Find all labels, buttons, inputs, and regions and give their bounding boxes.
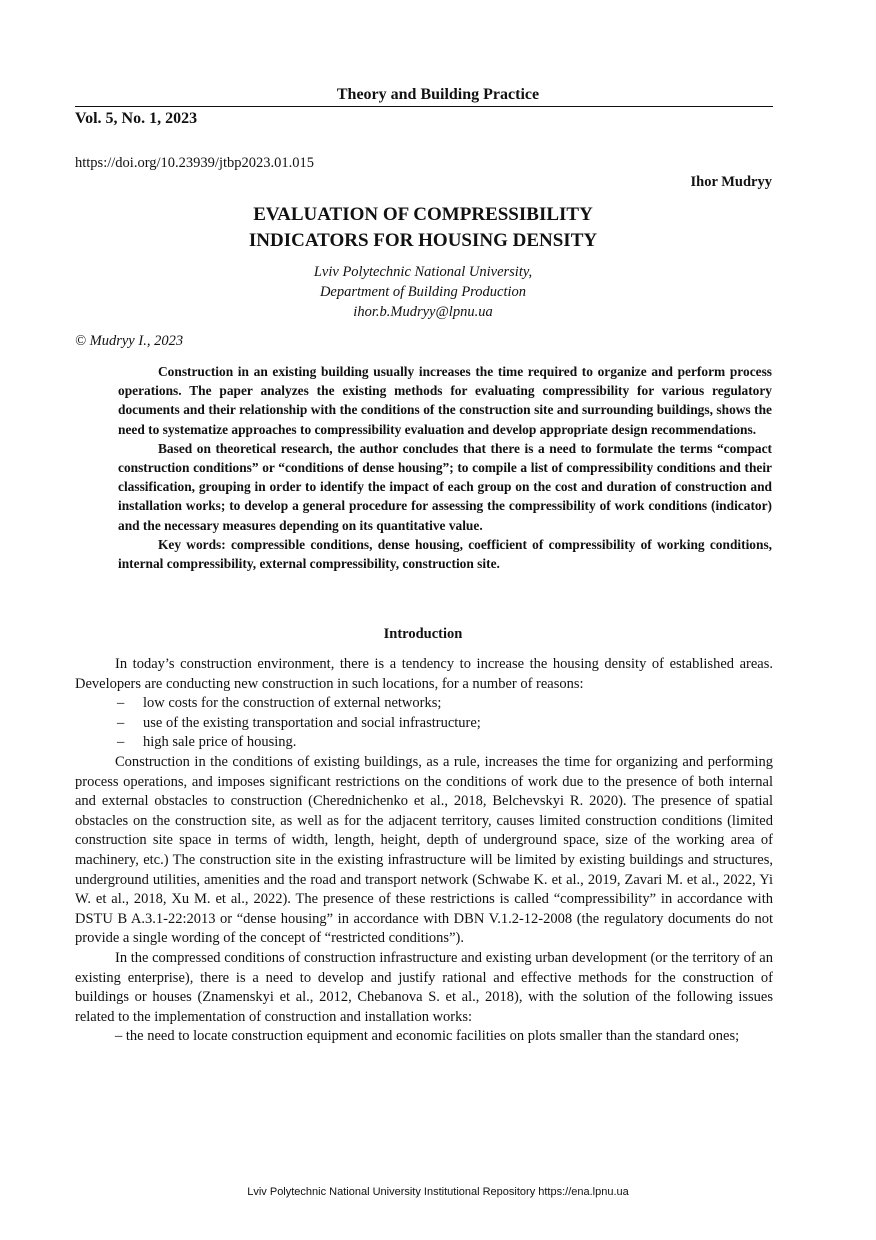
body-paragraph: In today’s construction environment, there is a tendency to increase the housing density of established areas. Developers are conducting new construction in such locations, for a number of reasons:	[75, 656, 773, 692]
copyright: © Mudryy I., 2023	[75, 333, 184, 349]
journal-name: Theory and Building Practice	[336, 86, 540, 103]
body-paragraph: – the need to locate construction equipment and economic facilities on plots smaller than the standard ones;	[115, 1028, 740, 1045]
doi-link[interactable]: https://doi.org/10.23939/jtbp2023.01.015	[75, 155, 314, 171]
repository-footer: Lviv Polytechnic National University Institutional Repository https://ena.lpnu.ua	[247, 1186, 629, 1198]
list-item-text: use of the existing transportation and social infrastructure;	[143, 714, 481, 731]
abstract	[118, 362, 772, 573]
keywords: Key words: compressible conditions, dense housing, coefficient of compressibility of working conditions, internal compressibility, external compressibility, construction site.	[118, 536, 772, 572]
body-paragraph: Construction in the conditions of existing buildings, as a rule, increases the time for organizing and performing process operations, and imposes significant restrictions on the conditions of work due to the presence of both internal and external obstacles to construction (Cherednichenko et al., 2018, Belchevskyi R. 2020). The presence of spatial obstacles on the construction site, as well as for the adjacent territory, causes limited construction conditions (limited construction site space in terms of width, length, height, depth of underground space, size of the working area of machinery, etc.) The construction site in the existing infrastructure will be limited by existing buildings and structures, underground utilities, amenities and the road and transport network (Schwabe K. et al., 2019, Zavari M. et al., 2022, Yi W. et al., 2018, Xu M. et al., 2022). The presence of these restrictions is called “compressibility” in accordance with DSTU B A.3.1-22:2013 or “dense housing” in accordance with DBN V.1.2-12-2008 (the regulatory documents do not provide a single wording of the concept of “restricted conditions”).	[75, 753, 773, 947]
paper-title	[0, 202, 846, 254]
volume-info: Vol. 5, No. 1, 2023	[75, 110, 198, 127]
section-heading-introduction: Introduction	[383, 626, 463, 642]
abstract-paragraph-1: Construction in an existing building usually increases the time required to organize and perform process operations. The paper analyzes the existing methods for evaluating compressibility for various regulatory documents and their relationship with the conditions of the construction site and surrounding buildings, shows the need to systematize approaches to compressibility evaluation and develop appropriate design recommendations.	[118, 364, 772, 437]
affiliation-university: Lviv Polytechnic National University,	[313, 264, 533, 280]
title-line-1: EVALUATION OF COMPRESSIBILITY	[253, 204, 593, 225]
introduction-body	[75, 655, 773, 1047]
dash-bullet: –	[117, 695, 125, 712]
author-name: Ihor Mudryy	[690, 174, 772, 190]
header-divider	[75, 106, 773, 107]
list-item	[75, 714, 773, 734]
affiliation-department: Department of Building Production	[319, 284, 527, 300]
list-item-text: low costs for the construction of external networks;	[143, 695, 442, 712]
title-line-2: INDICATORS FOR HOUSING DENSITY	[248, 230, 598, 251]
list-item	[75, 733, 773, 753]
abstract-paragraph-2: Based on theoretical research, the author concludes that there is a need to formulate the terms “compact construction conditions” or “conditions of dense housing”; to compile a list of compressibility conditions and their classification, grouping in order to identify the impact of each group on the cost and duration of construction and installation works; to develop a general procedure for assessing the compressibility of work conditions (indicator) and the necessary measures depending on its quantitative value.	[118, 440, 772, 533]
affiliation	[0, 262, 846, 322]
list-item	[75, 694, 773, 714]
body-paragraph: In the compressed conditions of construction infrastructure and existing urban development (or the territory of an existing enterprise), there is a need to develop and justify rational and effective methods for the construction of buildings or houses (Znamenskyi et al., 2012, Chebanova S. et al., 2018), with the solution of the following issues related to the implementation of construction and installation works:	[75, 949, 773, 1025]
dash-bullet: –	[117, 714, 125, 731]
author-email[interactable]: ihor.b.Mudryy@lpnu.ua	[353, 304, 493, 320]
list-item-text: high sale price of housing.	[143, 734, 297, 751]
dash-bullet: –	[117, 734, 125, 751]
